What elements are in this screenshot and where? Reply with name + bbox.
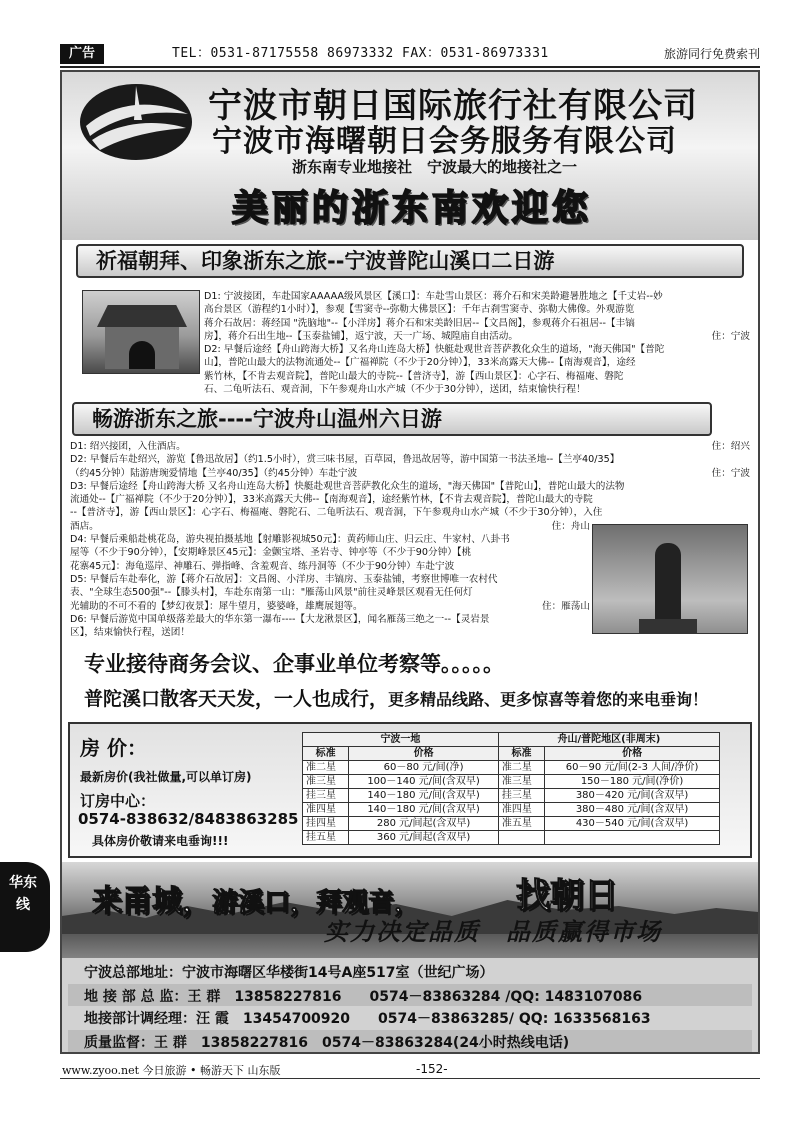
header-slogan: 浙东南专业地接社 宁波最大的地接社之一 (292, 158, 578, 176)
itinerary-line: D3: 早餐后途经【舟山跨海大桥 又名舟山连岛大桥】快艇赴观世音菩萨教化众生的道场，"海天佛国"【普陀山】，普陀山最大的法物 (70, 480, 625, 492)
itinerary-line: 区】，结束愉快行程，送团！ (70, 627, 190, 639)
ningbo-header: 宁波一地 (303, 733, 499, 747)
booking-center-label: 订房中心： (80, 792, 156, 810)
price-note: 最新房价(我社做量,可以单订房) (80, 770, 252, 784)
footer (60, 1058, 760, 1080)
itinerary-line: 紫竹林，【不肯去观音院】，普陀山最大的寺院--【普济寺】，游【西山景区】：心字石、梅福庵、磐陀 (204, 370, 624, 382)
itinerary-line: D2: 早餐后车赴绍兴，游览【鲁迅故居】（约1.5小时），赏三味书屋，百草园，鲁迅故居等，游中国第一书法圣地--【兰亭40/35】 (70, 454, 620, 466)
itinerary-line: D1: 绍兴接团，入住酒店。 住：绍兴 (70, 441, 750, 452)
tour2-title: 畅游浙东之旅----宁波舟山温州六日游 (72, 402, 712, 436)
contact-line: TEL：0531-87175558 86973332 FAX：0531-86973331 (172, 46, 549, 61)
price-title: 房 价： (80, 736, 147, 760)
table-row: 准三星 100－140 元/间(含双早) 准三星 150－180 元/间(净价) (303, 775, 720, 789)
table-row: 挂三星 140－180 元/间(含双早) 挂三星 380－420 元/间(含双早) (303, 789, 720, 803)
guanyin-statue-photo (592, 524, 748, 634)
zhoushan-header: 舟山/普陀地区(非周末) (498, 733, 719, 747)
table-row: 准四星 140－180 元/间(含双早) 准四星 380－480 元/间(含双早) (303, 803, 720, 817)
ad-card (60, 70, 760, 1054)
contact-quality: 质量监督：王 群 13858227816 0574－83863284(24小时热线电话) (84, 1035, 570, 1051)
table-header-row (303, 747, 720, 761)
itinerary-line: D6: 早餐后游览中国单级落差最大的华东第一瀑布----【大龙湫景区】，闻名雁荡三绝之一--【灵岩景 (70, 613, 490, 625)
region-side-tab: 华东线 (0, 862, 50, 952)
ad-label: 广告 (60, 44, 104, 64)
itinerary-line: 表、"全球生态500强"--【滕头村】，车赴东南第一山："雁荡山风景"前往灵峰景区观看无任何灯 (70, 587, 473, 599)
col-standard: 标准 (303, 747, 349, 761)
page-number: -152- (416, 1062, 448, 1076)
company-name-2: 宁波市海曙朝日会务服务有限公司 (212, 124, 677, 159)
itinerary-line: --【普济寺】，游【西山景区】：心字石、梅福庵、磐陀石、二龟听法石、观音洞，下午参观舟山水产城（不少于30分钟），入住 (70, 507, 603, 519)
itinerary-line: 屋等（不少于90分钟），【安期峰景区45元】：金颤宝塔、圣岩寺、钟亭等（不少于90分钟）【桃 (70, 547, 472, 559)
top-divider (60, 66, 760, 68)
company-name-1: 宁波市朝日国际旅行社有限公司 (208, 86, 698, 126)
itinerary-line: 光辅助的不可不看的【梦幻夜景】：犀牛望月，婆婆峰，雄鹰展翅等。 住：雁荡山 (70, 600, 590, 612)
itinerary-line: 高台景区（游程约1小时）】，参观【雪窦寺--弥勒大佛景区】：千年古刹雪窦寺、弥勒大佛像。外观游览 (204, 304, 635, 316)
itinerary-line: 石、二龟听法石、观音洞，下午参观舟山水产城（不少于30分钟），送团，结束愉快行程！ (204, 384, 586, 396)
promo-line-1: 专业接待商务会议、企事业单位考察等。。。。。 (84, 652, 504, 676)
promo-line-2: 普陀溪口散客天天发，一人也成行，更多精品线路、更多惊喜等着您的来电垂询！ (84, 688, 709, 710)
slogan-big: 来甬城，游溪口，拜观音， 找朝日 (92, 876, 618, 919)
hq-address: 宁波总部地址：宁波市海曙区华楼街14号A座517室（世纪广场） (84, 965, 494, 981)
tour1-title: 祈福朝拜、印象浙东之旅--宁波普陀山溪口二日游 (76, 244, 744, 278)
itinerary-line: 酒店。 住：舟山 (70, 520, 590, 532)
itinerary-line: 房】，蒋介石出生地--【玉泰盐铺】，返宁波，天一广场、城隍庙自由活动。 住：宁波 (204, 330, 750, 342)
footer-url: www.zyoo.net 今日旅游 • 畅游天下 山东版 (62, 1064, 281, 1077)
statue-figure (655, 543, 681, 623)
booking-phone: 0574-838632/8483863285 (78, 810, 299, 828)
col-standard: 标准 (498, 747, 544, 761)
footer-divider (60, 1078, 760, 1079)
col-price: 价格 (545, 747, 720, 761)
gate-roof (97, 305, 187, 327)
free-magazine-label: 旅游同行免费索刊 (663, 47, 760, 61)
itinerary-line: 山】，普陀山最大的法物流通处--【广福禅院（不少于20分钟）】，33米高露天大佛--【南海观音】，途经 (204, 357, 636, 369)
price-table (302, 732, 720, 845)
room-price-box (68, 722, 752, 858)
quality-motto: 实力决定品质 品质赢得市场 (324, 918, 662, 946)
itinerary-line: 蒋介石故居：蒋经国 "洗脑地"--【小洋房】蒋介石和宋美龄旧居--【文昌阁】，参观蒋介石祖居--【丰镐 (204, 317, 635, 329)
itinerary-line: D1: 宁波接团，车赴国家AAAAA级风景区【溪口】：车赴雪山景区：蒋介石和宋美龄避暑胜地之【千丈岩--妙 (204, 291, 663, 302)
col-price: 价格 (349, 747, 499, 761)
top-bar (60, 44, 760, 64)
itinerary-line: （约45分钟）陆游唐琬爱情地【兰亭40/35】（约45分钟）车赴宁波 住：宁波 (70, 467, 750, 479)
gate-arch (129, 341, 155, 369)
itinerary-line: D4: 早餐后乘船赴桃花岛，游央视拍摄基地【射雕影视城50元】：黄药师山庄、归云庄、牛家村、八卦书 (70, 534, 510, 546)
statue-base (639, 619, 697, 633)
price-inquiry-cta: 具体房价敬请来电垂询!!! (92, 834, 229, 848)
header (62, 72, 758, 240)
swoosh-logo-icon (76, 80, 196, 164)
table-row: 挂五星 360 元/间起(含双早) (303, 831, 720, 845)
contact-block (62, 958, 758, 1054)
contact-manager: 地接部计调经理：汪 霞 13454700920 0574－83863285/ QQ: 1633568163 (84, 1011, 651, 1027)
itinerary-line: 花寨45元】：海龟巡岸、神雕石、弹指峰、含羞观音、练丹洞等（不少于90分钟）车赴宁波 (70, 560, 455, 572)
itinerary-line: D5: 早餐后车赴奉化，游【蒋介石故居】：文昌阁、小洋房、丰镐房、玉泰盐铺，考察世博唯一农村代 (70, 573, 498, 585)
table-row: 挂四星 280 元/间起(含双早) 准五星 430－540 元/间(含双早) (303, 817, 720, 831)
tour1-itinerary (204, 290, 750, 396)
itinerary-line: D2: 早餐后途经【舟山跨海大桥】又名舟山连岛大桥】快艇赴观世音菩萨教化众生的道场，"海天佛国"【普陀 (204, 344, 665, 356)
table-row: 准二星 60－80 元/间(净) 准二星 60－90 元/间(2-3 人间/净价) (303, 761, 720, 775)
itinerary-line: 流通处--【广福禅院（不少于20分钟）】，33米高露天大佛--【南海观音】，途经紫竹林，【不肯去观音院】，普陀山最大的寺院 (70, 494, 593, 506)
xikou-gate-photo (82, 290, 200, 374)
contact-director: 地 接 部 总 监：王 群 13858227816 0574－83863284 /QQ: 1483107086 (84, 989, 643, 1005)
welcome-headline: 美丽的浙东南欢迎您 (232, 188, 593, 229)
table-header-row (303, 733, 720, 747)
